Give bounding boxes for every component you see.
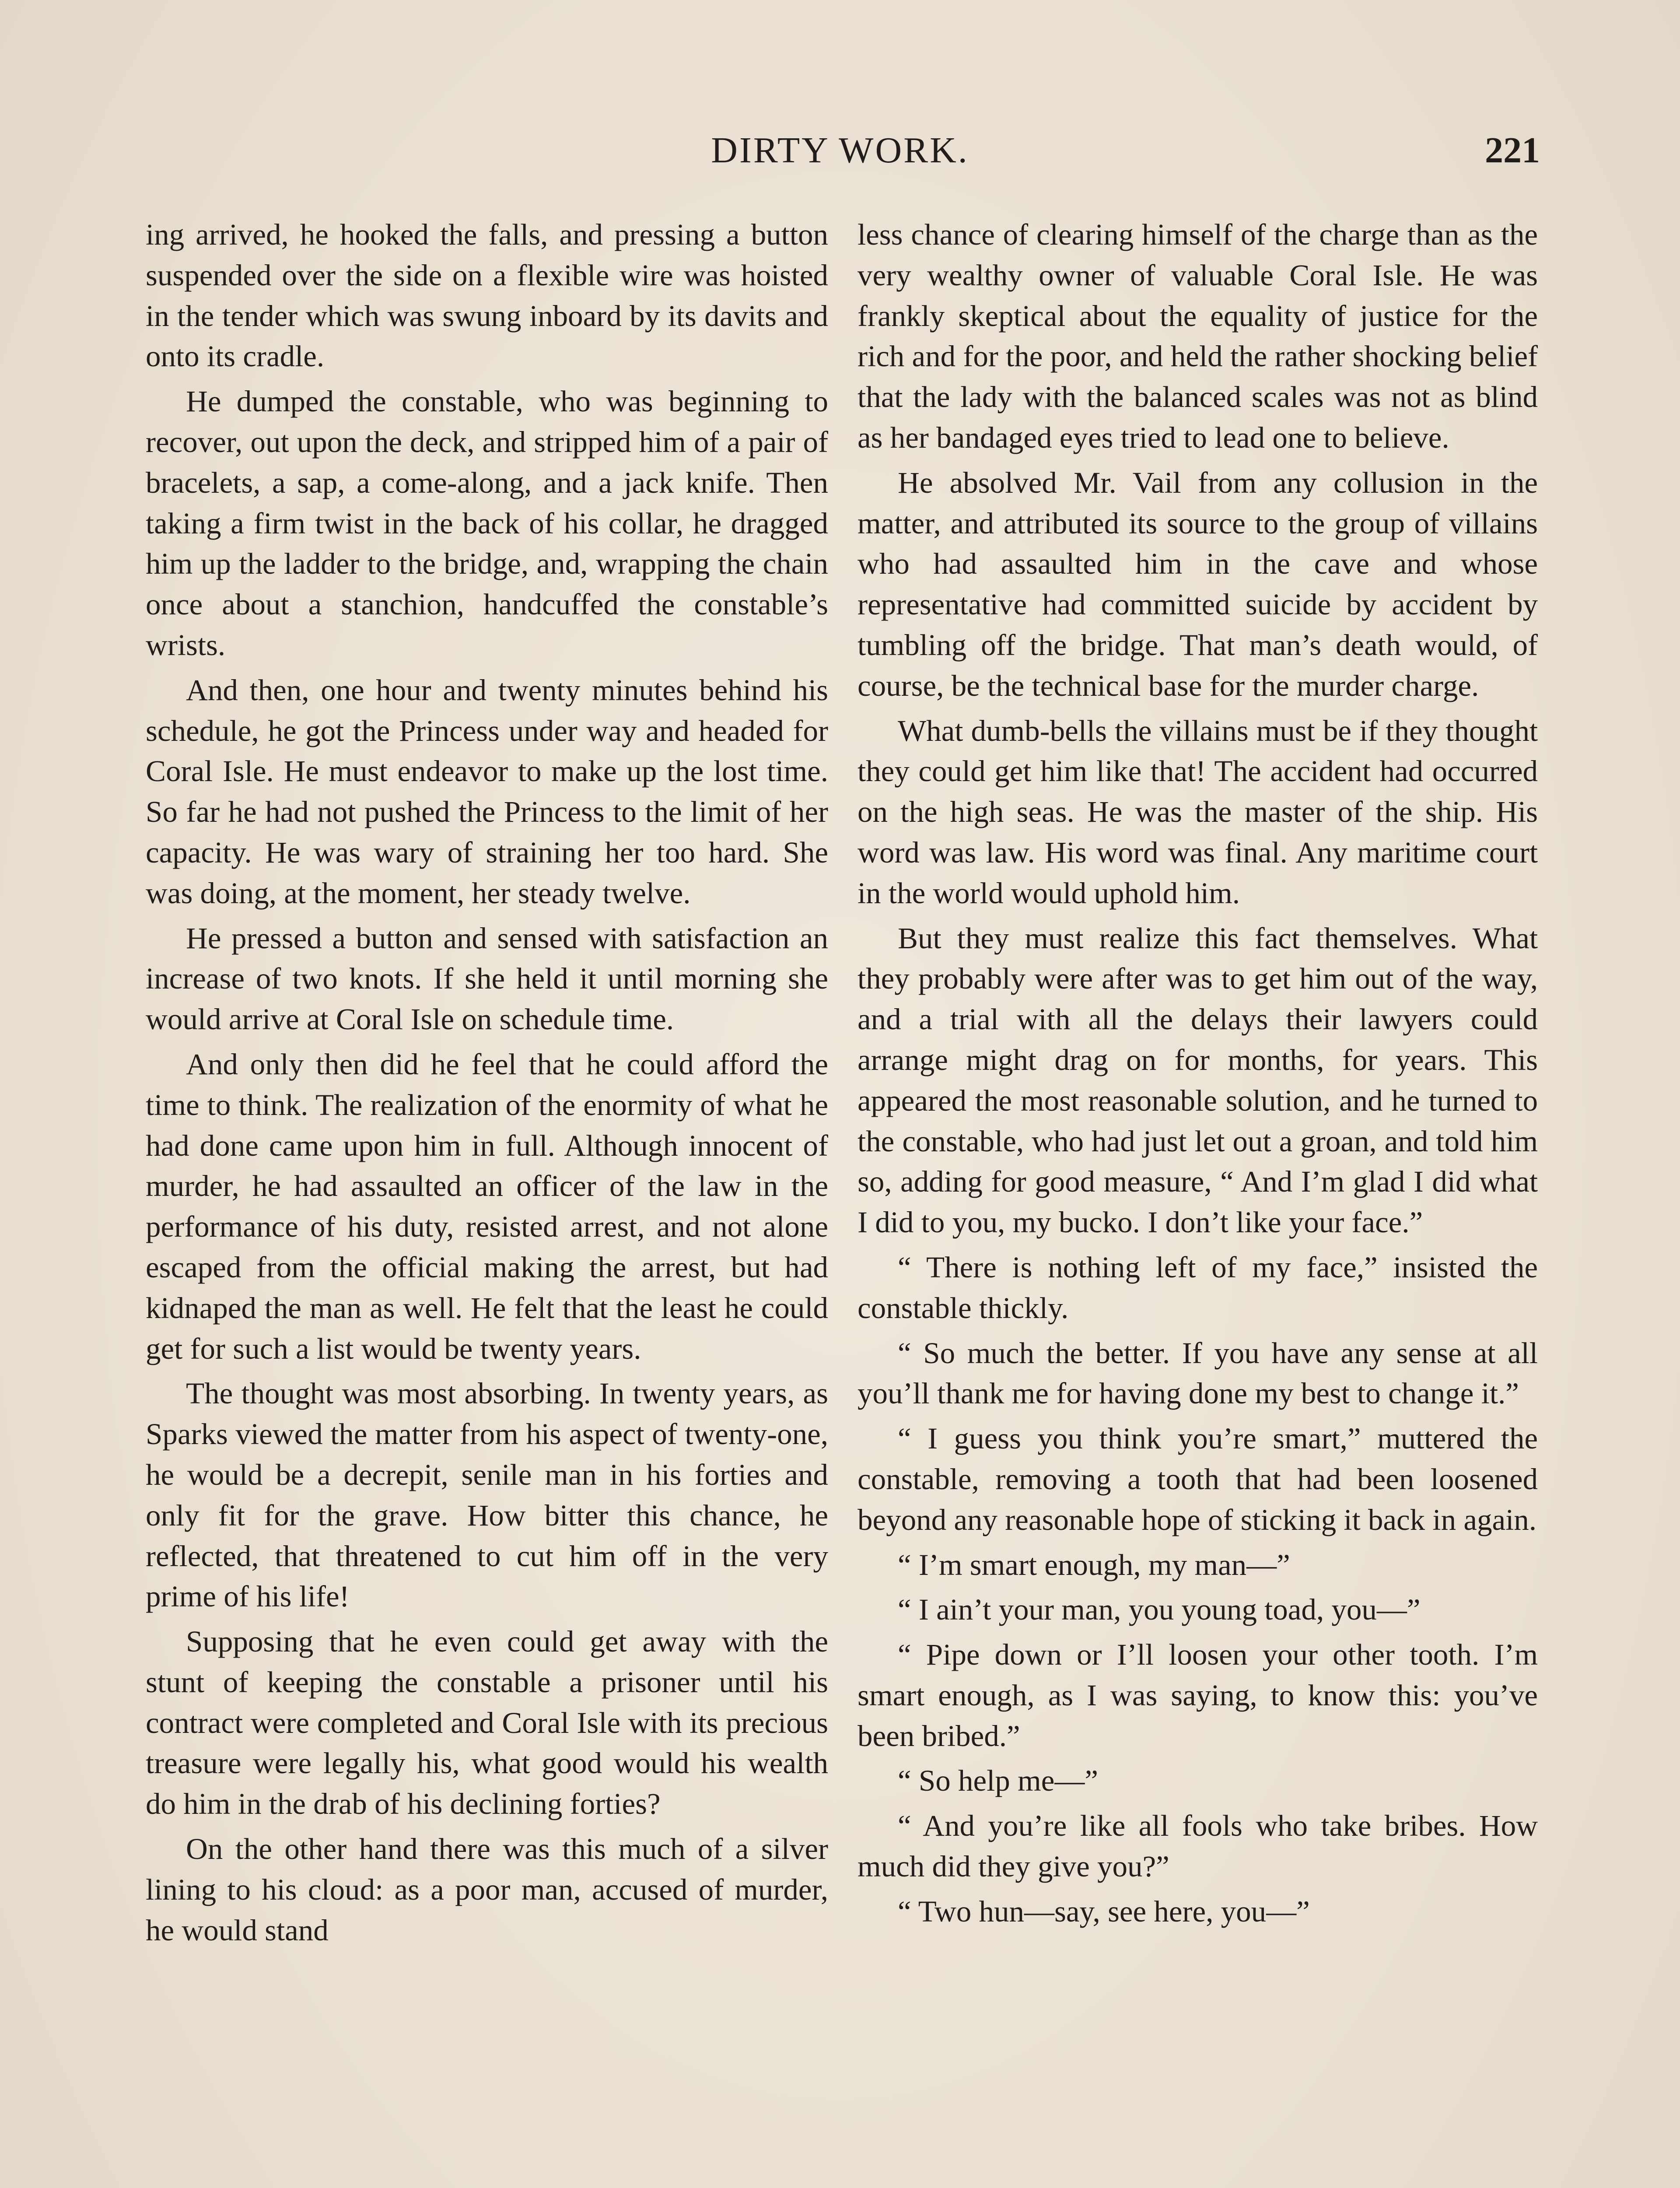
paragraph: Supposing that he even could get away with the stunt of keeping the constable a prisoner until his contract were completed and Coral Isle with its precious treasure were legally his, what good would his wealth do him in the drab of his declining forties?	[146, 1625, 828, 1821]
paragraph: He absolved Mr. Vail from any collusion in the matter, and attributed its source to the group of villains who had assaulted him in the cave and whose representative had committed suicide by accident by tumbling off the bridge. That man’s death would, of course, be the technical base for the murder charge.	[858, 466, 1538, 702]
paragraph: The thought was most absorbing. In twenty years, as Sparks viewed the matter from his aspect of twenty-one, he would be a decrepit, senile man in his forties and only fit for the grave. How bitter this chance, he reflected, that threatened to cut him off in the very prime of his life!	[146, 1377, 828, 1613]
paragraph: But they must realize this fact themselves. What they probably were after was to get him out of the way, and a trial with all the delays their lawyers could arrange might drag on for months, for years. This appeared the most reasonable solution, and he turned to the constable, who had just let out a groan, and told him so, adding for good measure, “ And I’m glad I did what I did to you, my bucko. I don’t like your face.”	[858, 921, 1538, 1239]
running-title: DIRTY WORK.	[711, 130, 969, 171]
paragraph: On the other hand there was this much of a silver lining to his cloud: as a poor man, accused of murder, he would stand	[146, 1832, 828, 1947]
paragraph: “ So help me—”	[898, 1764, 1098, 1798]
paragraph: And only then did he feel that he could afford the time to think. The realization of the enormity of what he had done came upon him in full. Although innocent of murder, he had assaulted an officer of the law in the performance of his duty, resisted arrest, and not alone escaped from the official making the arrest, but had kidnaped the man as well. He felt that the least he could get for such a list would be twenty years.	[146, 1047, 828, 1365]
left-column	[146, 214, 828, 1955]
paragraph: “ And you’re like all fools who take bribes. How much did they give you?”	[858, 1809, 1538, 1883]
paragraph: “ Pipe down or I’ll loosen your other tooth. I’m smart enough, as I was saying, to know this: you’ve been bribed.”	[858, 1638, 1538, 1753]
page-header	[140, 129, 1540, 177]
paragraph: He dumped the constable, who was beginning to recover, out upon the deck, and stripped him of a pair of bracelets, a sap, a come-along, and a jack knife. Then taking a firm twist in the back of his collar, he dragged him up the ladder to the bridge, and, wrapping the chain once about a stanchion, handcuffed the constable’s wrists.	[146, 385, 828, 662]
paragraph: “ There is nothing left of my face,” insisted the constable thickly.	[858, 1250, 1538, 1325]
right-column	[858, 214, 1538, 1936]
page-number: 221	[1485, 130, 1540, 171]
paragraph: “ I guess you think you’re smart,” muttered the constable, removing a tooth that had been loosened beyond any reasonable hope of sticking it back in again.	[858, 1422, 1538, 1536]
paragraph: He pressed a button and sensed with satisfaction an increase of two knots. If she held it until morning she would arrive at Coral Isle on schedule time.	[146, 921, 828, 1036]
paragraph: “ I’m smart enough, my man—”	[898, 1548, 1290, 1581]
paragraph: “ Two hun—say, see here, you—”	[898, 1894, 1310, 1928]
paragraph: What dumb-bells the villains must be if they thought they could get him like that! The accident had occurred on the high seas. He was the master of the ship. His word was law. His word was final. Any maritime court in the world would uphold him.	[858, 714, 1538, 910]
paragraph: “ I ain’t your man, you young toad, you—”	[898, 1593, 1421, 1627]
paragraph: “ So much the better. If you have any sense at all you’ll thank me for having done my best to change it.”	[858, 1336, 1538, 1410]
paragraph: ing arrived, he hooked the falls, and pressing a button suspended over the side on a flexible wire was hoisted in the tender which was swung inboard by its davits and onto its cradle.	[146, 218, 828, 373]
paragraph: less chance of clearing himself of the charge than as the very wealthy owner of valuable Coral Isle. He was frankly skeptical about the equality of justice for the rich and for the poor, and held the rather shocking belief that the lady with the balanced scales was not as blind as her bandaged eyes tried to lead one to believe.	[858, 218, 1538, 454]
paragraph: And then, one hour and twenty minutes behind his schedule, he got the Princess under way and headed for Coral Isle. He must endeavor to make up the lost time. So far he had not pushed the Princess to the limit of her capacity. He was wary of straining her too hard. She was doing, at the moment, her steady twelve.	[146, 673, 828, 910]
